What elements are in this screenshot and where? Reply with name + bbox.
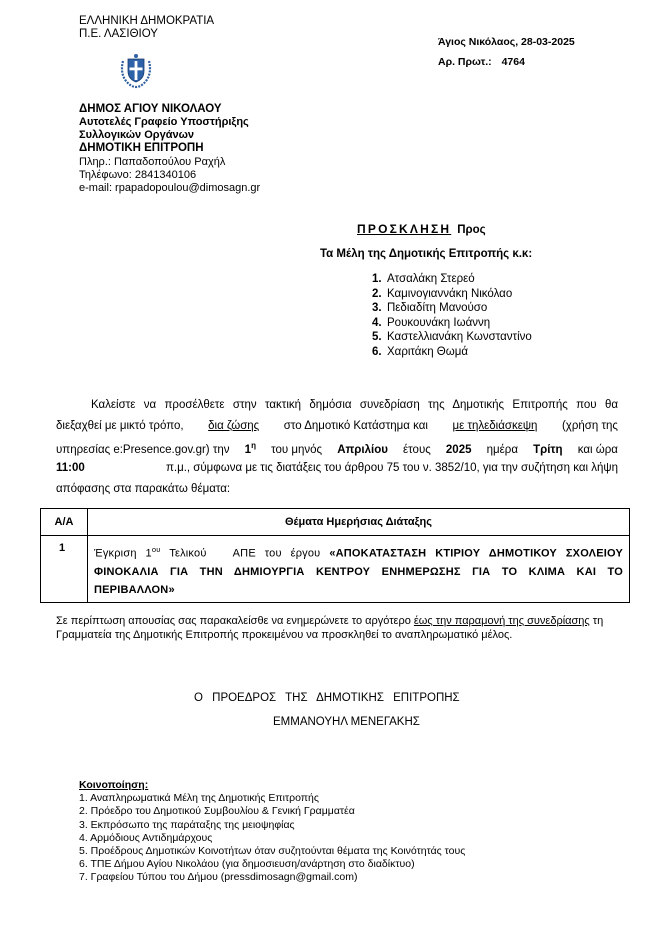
topic-prefix: Έγκριση 1 <box>94 547 152 560</box>
member-number: 2. <box>372 287 382 300</box>
signature-name: ΕΜΜΑΝΟΥΗΛ ΜΕΝΕΓΑΚΗΣ <box>273 716 420 728</box>
day-digit: 1 <box>244 443 252 456</box>
protocol-label: Αρ. Πρωτ.: <box>438 56 492 68</box>
invitation-to: Προς <box>457 224 486 236</box>
list-item: 4. Αρμόδιους Αντιδημάρχους <box>79 831 213 844</box>
member-name: Πεδιαδίτη Μανούσο <box>387 302 488 314</box>
body-text-underlined: δια ζώσης <box>208 420 260 432</box>
body-line-2 <box>56 420 618 432</box>
body-text: και ώρα <box>577 443 618 456</box>
list-item <box>372 330 532 345</box>
member-name: Ατσαλάκη Στερεό <box>387 273 475 285</box>
member-number: 5. <box>372 331 382 343</box>
weekday: Τρίτη <box>533 443 563 456</box>
list-item <box>372 272 532 287</box>
year: 2025 <box>445 443 472 456</box>
member-number: 3. <box>372 302 382 314</box>
member-name: Χαριτάκη Θωμά <box>387 345 468 358</box>
absence-deadline: έως την παραμονή της συνεδρίασης <box>413 615 590 627</box>
absence-text: Σε περίπτωση απουσίας σας παρακαλείσθε να ενημερώνετε το αργότερο <box>56 615 411 627</box>
list-item <box>372 287 532 302</box>
absence-text: τη Γραμματεία της Δημοτικής Επιτροπής προκειμένου να προσκληθεί το αναπληρωματικό μέλος. <box>56 615 604 641</box>
list-item: 6. ΤΠΕ Δήμου Αγίου Νικολάου (για δημοσιευση/ανάρτηση στο διαδίκτυο) <box>79 858 415 871</box>
place-date: Άγιος Νικόλαος, 28-03-2025 <box>438 36 575 48</box>
body-text: (χρήση της <box>561 420 618 432</box>
notification-heading: Κοινοποίηση: <box>79 779 149 791</box>
greek-coat-of-arms-icon <box>117 51 155 89</box>
member-number: 4. <box>372 316 382 329</box>
office-line-2: Συλλογικών Οργάνων <box>79 129 195 141</box>
republic-label: ΕΛΛΗΝΙΚΗ ΔΗΜΟΚΡΑΤΙΑ <box>79 15 215 27</box>
protocol <box>438 56 525 68</box>
day-number <box>245 441 256 456</box>
committee-name: ΔΗΜΟΤΙΚΗ ΕΠΙΤΡΟΠΗ <box>79 142 204 154</box>
list-item <box>372 345 532 360</box>
month-name: Απριλίου <box>337 443 388 456</box>
table-row <box>41 536 630 603</box>
project-title: «ΑΠΟΚΑΤΑΣΤΑΣΗ ΚΤΙΡΙΟΥ ΔΗΜΟΤΙΚΟΥ ΣΧΟΛΕΙΟΥ ΦΙΝΟΚΑΛΙΑ ΓΙΑ ΤΗΝ ΔΗΜΙΟΥΡΓΙΑ ΚΕΝΤΡΟΥ ΕΝΗΜΕΡΩΣΗΣ ΓΙΑ ΤΟ ΚΛΙΜΑ ΚΑΙ ΤΟ ΠΕΡΙΒΑΛΛΟΝ» <box>94 547 623 596</box>
absence-note <box>56 614 608 642</box>
topic-text: Τελικού ΑΠΕ του έργου <box>160 547 330 560</box>
topic-superscript: ου <box>151 545 161 554</box>
invitation-title <box>357 222 486 236</box>
list-item: 1. Αναπληρωματικά Μέλη της Δημοτικής Επιτροπής <box>79 792 319 805</box>
list-item: 2. Πρόεδρο του Δημοτικού Συμβουλίου & Γενική Γραμματέα <box>79 805 355 818</box>
agenda-item-number: 1 <box>41 536 88 603</box>
notification-list <box>79 779 465 885</box>
body-line-3 <box>56 441 618 456</box>
member-name: Καστελλιανάκη Κωνσταντίνο <box>387 331 532 343</box>
table-header-row <box>41 509 630 536</box>
column-header-number: Α/Α <box>41 509 88 536</box>
agenda-item-topic <box>88 536 630 603</box>
list-item <box>372 316 532 331</box>
body-text: του μηνός <box>271 443 323 456</box>
member-number: 6. <box>372 345 382 358</box>
body-text-underlined: με τηλεδιάσκεψη <box>452 420 538 432</box>
contact-person: Πληρ.: Παπαδοπούλου Ραχήλ <box>79 156 226 168</box>
municipality-name: ΔΗΜΟΣ ΑΓΙΟΥ ΝΙΚΟΛΑΟΥ <box>79 103 222 115</box>
member-name: Καμινογιαννάκη Νικόλαο <box>387 287 513 300</box>
office-line-1: Αυτοτελές Γραφείο Υποστήριξης <box>79 116 249 128</box>
invitation-title-text: ΠΡΟΣΚΛΗΣΗ <box>357 222 452 236</box>
body-text: π.μ., σύμφωνα με τις διατάξεις του άρθρου 75 του ν. 3852/10, για την συζήτηση και λήψη <box>165 462 618 474</box>
body-text: διεξαχθεί με μικτό τρόπο, <box>56 420 184 432</box>
member-number: 1. <box>372 273 382 285</box>
contact-email: e-mail: rpapadopoulou@dimosagn.gr <box>79 182 261 194</box>
body-line-1: Καλείστε να προσέλθετε στην τακτική δημόσια συνεδρίαση της Δημοτικής Επιτροπής που θα <box>91 399 618 411</box>
list-item: 3. Εκπρόσωπο της παράταξης της μειοψηφίας <box>79 818 295 831</box>
meeting-time: 11:00 <box>56 462 85 474</box>
list-item: 5. Προέδρους Δημοτικών Κοινοτήτων όταν συζητούνται θέματα της Κοινότητάς τους <box>79 845 466 858</box>
contact-phone: Τηλέφωνο: 2841340106 <box>79 169 197 181</box>
body-line-4 <box>56 462 618 474</box>
signature-title: Ο ΠΡΟΕΔΡΟΣ ΤΗΣ ΔΗΜΟΤΙΚΗΣ ΕΠΙΤΡΟΠΗΣ <box>194 692 460 704</box>
members-list <box>372 272 532 359</box>
agenda-table <box>40 508 630 603</box>
body-text: ημέρα <box>486 443 518 456</box>
protocol-number: 4764 <box>501 56 525 68</box>
recipients-heading: Τα Μέλη της Δημοτικής Επιτροπής κ.κ: <box>320 248 533 260</box>
column-header-topic: Θέματα Ημερήσιας Διάταξης <box>88 509 630 536</box>
list-item: 7. Γραφείου Τύπου του Δήμου (pressdimosagn@gmail.com) <box>79 871 358 884</box>
list-item <box>372 301 532 316</box>
body-text: υπηρεσίας e:Presence.gov.gr) την <box>56 443 230 456</box>
day-suffix: η <box>251 441 256 450</box>
member-name: Ρουκουνάκη Ιωάννη <box>387 316 491 329</box>
prefecture-label: Π.Ε. ΛΑΣΙΘΙΟΥ <box>79 28 158 40</box>
body-line-5: απόφασης στα παρακάτω θέματα: <box>56 483 231 495</box>
body-text: έτους <box>403 443 431 456</box>
body-text: στο Δημοτικό Κατάστημα και <box>283 420 428 432</box>
